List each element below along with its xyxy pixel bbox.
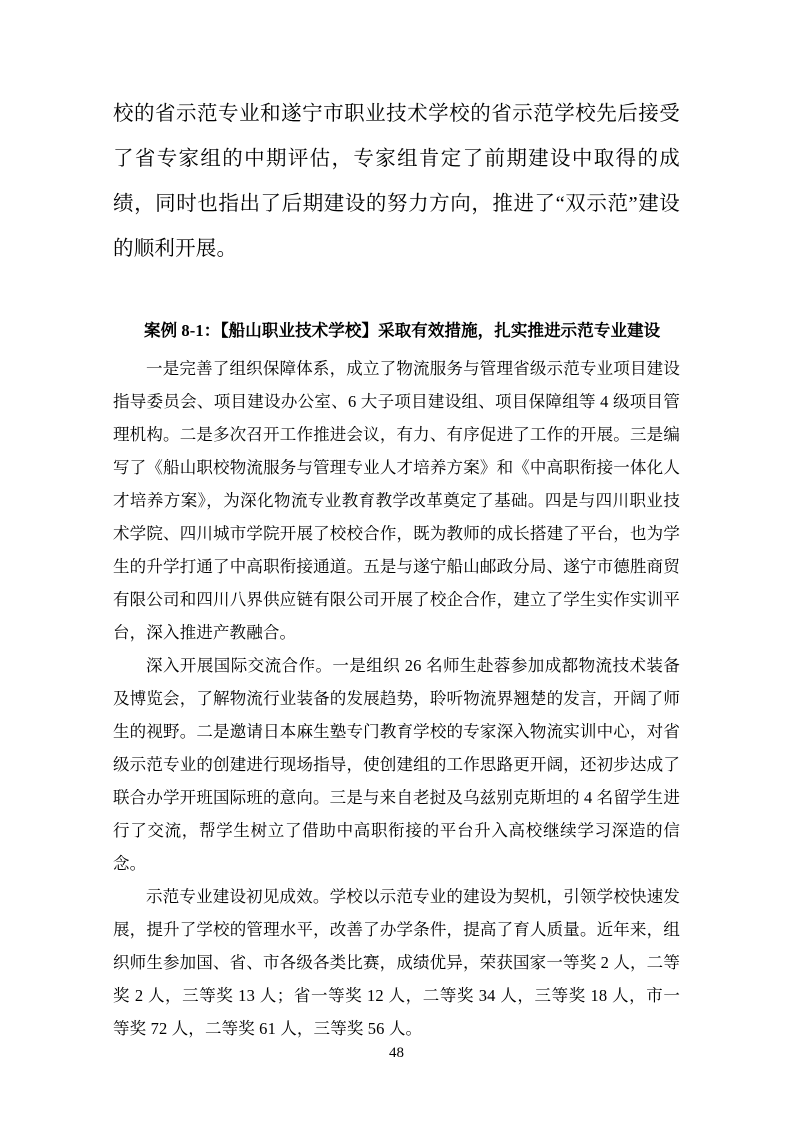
body-paragraph-2: 深入开展国际交流合作。一是组织 26 名师生赴蓉参加成都物流技术装备及博览会，了解物流行业装备的发展趋势，聆听物流界翘楚的发言，开阔了师生的视野。二是邀请日本麻生塾专门教育学校的专家深入物流实训中心，对省级示范专业的创建进行现场指导，使创建组的工作思路更开阔，还初步达成了联合办学开班国际班的意向。三是与来自老挝及乌兹别克斯坦的 4 名留学生进行了交流，帮学生树立了借助中高职衔接的平台升入高校继续学习深造的信念。 [113,656,680,873]
body-paragraph-1: 一是完善了组织保障体系，成立了物流服务与管理省级示范专业项目建设指导委员会、项目建设办公室、6 大子项目建设组、项目保障组等 4 级项目管理机构。二是多次召开工作推进会议，有力、有序促进了工作的开展。三是编写了《船山职校物流服务与管理专业人才培养方案》和《中高职衔接一体化人才培养方案》，为深化物流专业教育教学改革奠定了基础。四是与四川职业技术学院、四川城市学院开展了校校合作，既为教师的成长搭建了平台，也为学生的升学打通了中高职衔接通道。五是与遂宁船山邮政分局、遂宁市德胜商贸有限公司和四川八界供应链有限公司开展了校企合作，建立了学生实作实训平台，深入推进产教融合。 [113,359,680,642]
case-title: 案例 8-1：【船山职业技术学校】采取有效措施，扎实推进示范专业建设 [144,321,661,340]
page-content [113,92,680,1045]
paragraph-spacer [113,272,680,316]
body-paragraph-3: 示范专业建设初见成效。学校以示范专业的建设为契机，引领学校快速发展，提升了学校的管理水平，改善了办学条件，提高了育人质量。近年来，组织师生参加国、省、市各级各类比赛，成绩优异，荣获国家一等奖 2 人，二等奖 2 人，三等奖 13 人；省一等奖 12 人，二等奖 34 人，三等奖 18 人，市一等奖 72 人，二等奖 61 人，三等奖 56 人。 [113,887,680,1038]
lead-paragraph: 校的省示范专业和遂宁市职业技术学校的省示范学校先后接受了省专家组的中期评估，专家组肯定了前期建设中取得的成绩，同时也指出了后期建设的努力方向，推进了“双示范”建设的顺利开展。 [113,103,680,260]
page-number: 48 [389,1045,404,1061]
